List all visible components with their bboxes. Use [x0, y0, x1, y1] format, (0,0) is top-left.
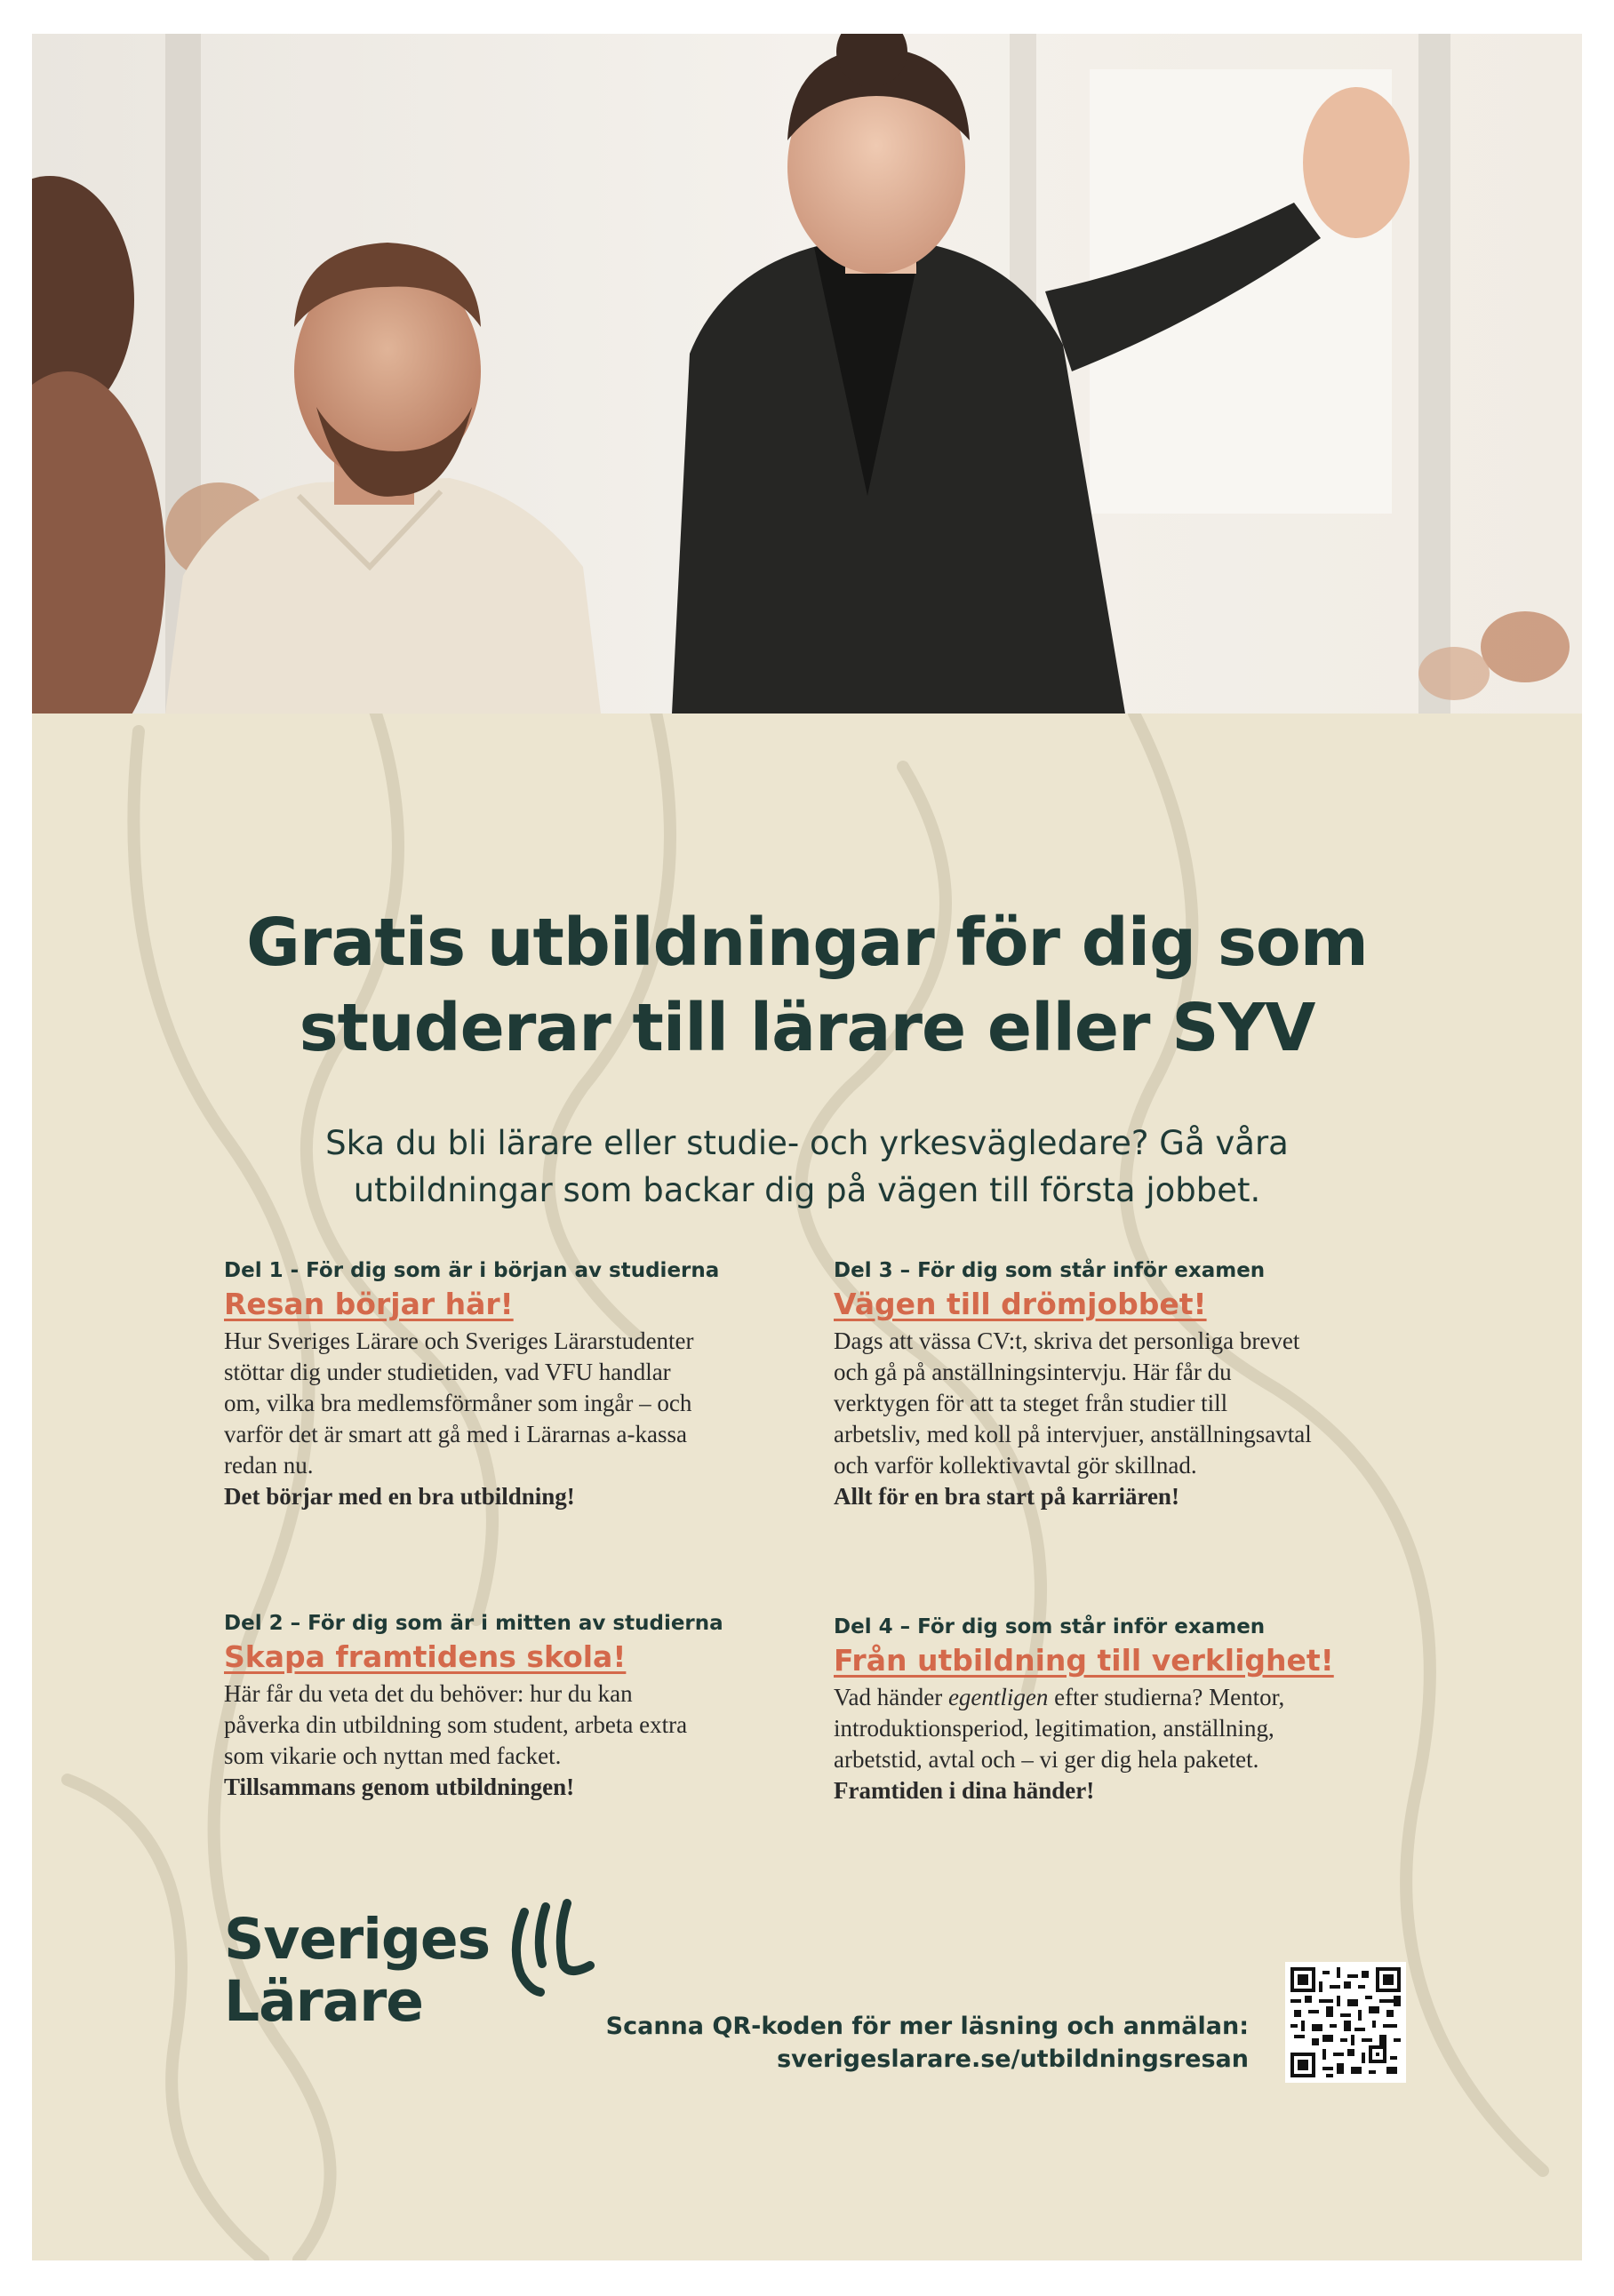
body-line: arbetstid, avtal och – vi ger dig hela paketet.: [834, 1746, 1259, 1773]
logo-line-2: Lärare: [224, 1969, 424, 2034]
logo-mark-icon: [505, 1894, 603, 2001]
body-line: stöttar dig under studietiden, vad VFU handlar: [224, 1359, 671, 1385]
lead-text: [32, 1120, 1582, 1214]
body-text: Vad händer: [834, 1684, 948, 1710]
body-line: om, vilka bra medlemsförmåner som ingår – och: [224, 1390, 692, 1416]
body-line: Hur Sveriges Lärare och Sveriges Lärarstudenter: [224, 1327, 694, 1354]
title-line-1: Gratis utbildningar för dig som: [246, 905, 1368, 981]
body-line: som vikarie och nyttan med facket.: [224, 1742, 562, 1769]
qr-code-icon[interactable]: [1285, 1962, 1406, 2083]
cta-instruction: Scanna QR-koden för mer läsning och anmälan:: [605, 2013, 1249, 2040]
section-closing: Framtiden i dina händer!: [834, 1777, 1095, 1804]
body-line: Dags att vässa CV:t, skriva det personliga brevet: [834, 1327, 1300, 1354]
section-del-3: [834, 1256, 1420, 1512]
body-line: introduktionsperiod, legitimation, anställning,: [834, 1715, 1274, 1742]
section-del-4: [834, 1613, 1420, 1806]
section-closing: Tillsammans genom utbildningen!: [224, 1774, 575, 1800]
section-label: Del 3 – För dig som står inför examen: [834, 1259, 1266, 1282]
section-del-1: [224, 1256, 811, 1512]
sveriges-larare-logo: [224, 1909, 490, 2033]
section-body: [834, 1326, 1420, 1512]
cta-text: [606, 2010, 1249, 2076]
body-line: Här får du veta det du behöver: hur du kan: [224, 1680, 633, 1707]
section-closing: Allt för en bra start på karriären!: [834, 1483, 1179, 1510]
body-line: arbetsliv, med koll på intervjuer, anställningsavtal: [834, 1421, 1312, 1447]
hero-photo: [32, 34, 1582, 714]
section-body: [224, 1326, 811, 1512]
section-label: Del 4 – För dig som står inför examen: [834, 1615, 1266, 1638]
body-line: påverka din utbildning som student, arbeta extra: [224, 1711, 688, 1738]
body-text: efter studierna? Mentor,: [1048, 1684, 1285, 1710]
section-title-link[interactable]: Från utbildning till verklighet!: [834, 1643, 1334, 1678]
body-line: verktygen för att ta steget från studier till: [834, 1390, 1228, 1416]
page-title: [32, 900, 1582, 1071]
hero-photo-image: [32, 34, 1582, 714]
cta-url-link[interactable]: sverigeslarare.se/utbildningsresan: [777, 2045, 1249, 2073]
lead-line-2: utbildningar som backar dig på vägen till första jobbet.: [353, 1171, 1261, 1209]
logo-line-1: Sveriges: [224, 1907, 491, 1972]
section-label: Del 2 – För dig som är i mitten av studierna: [224, 1612, 723, 1635]
section-closing: Det börjar med en bra utbildning!: [224, 1483, 575, 1510]
section-label: Del 1 - För dig som är i början av studierna: [224, 1259, 720, 1282]
section-body: [224, 1678, 811, 1803]
section-del-2: [224, 1609, 811, 1803]
section-body: [834, 1682, 1420, 1806]
body-line: [834, 1682, 1420, 1713]
lead-line-1: Ska du bli lärare eller studie- och yrkesvägledare? Gå våra: [325, 1124, 1289, 1162]
body-line: redan nu.: [224, 1452, 314, 1479]
poster: [32, 34, 1582, 2260]
section-title-link[interactable]: Resan börjar här!: [224, 1287, 514, 1321]
body-line: och gå på anställningsintervju. Här får du: [834, 1359, 1232, 1385]
section-title-link[interactable]: Skapa framtidens skola!: [224, 1639, 627, 1674]
emphasis-text: egentligen: [947, 1684, 1049, 1710]
body-line: och varför kollektivavtal gör skillnad.: [834, 1452, 1197, 1479]
qr-code-graphic: [1290, 1967, 1401, 2077]
section-title-link[interactable]: Vägen till drömjobbet!: [834, 1287, 1207, 1321]
body-line: varför det är smart att gå med i Lärarnas a-kassa: [224, 1421, 688, 1447]
title-line-2: studerar till lärare eller SYV: [299, 990, 1315, 1066]
